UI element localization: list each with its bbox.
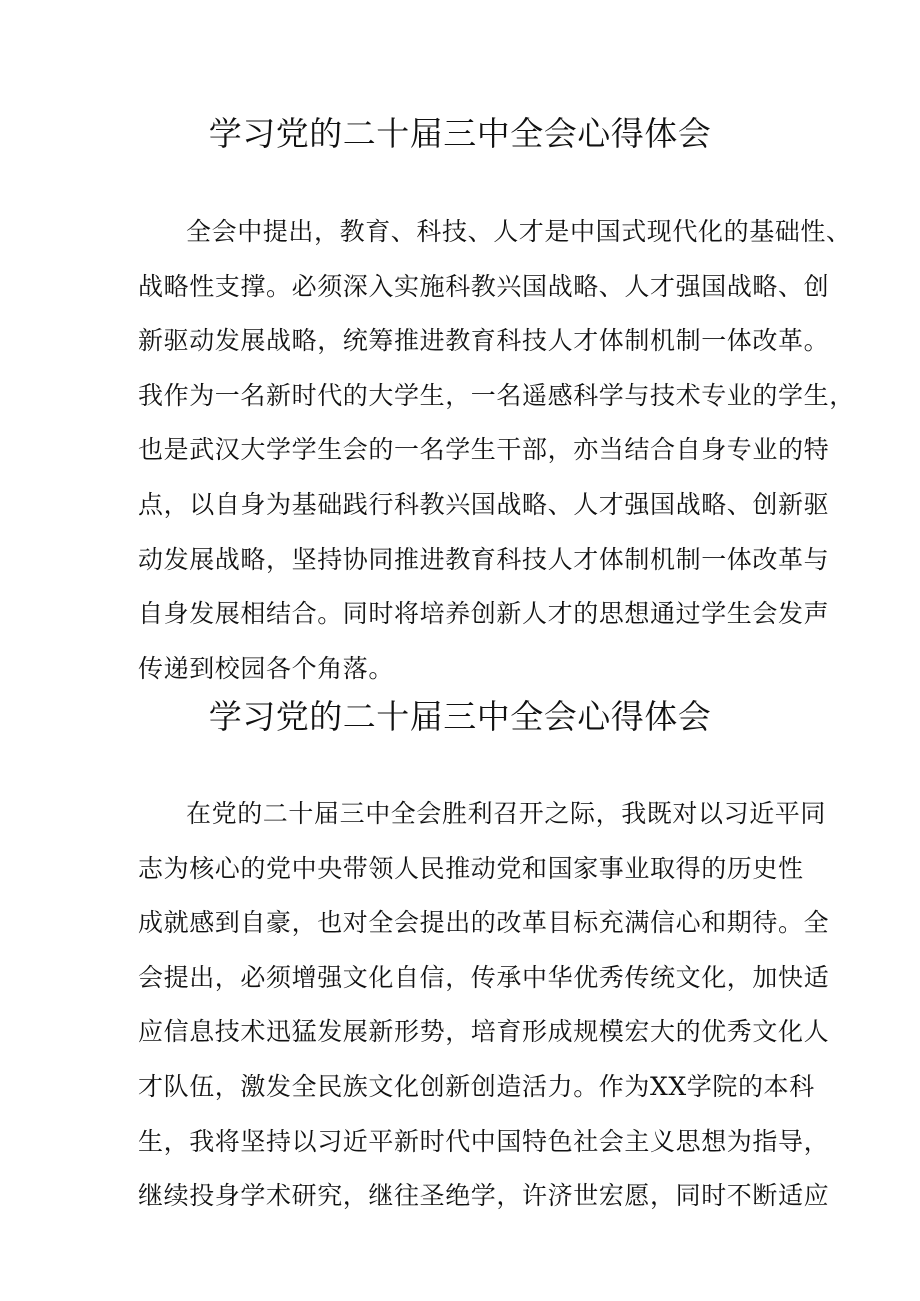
paragraph-line: 战略性支撑。必须深入实施科教兴国战略、人才强国战略、创 bbox=[138, 271, 830, 301]
paragraph-line: 应信息技术迅猛发展新形势，培育形成规模宏大的优秀文化人 bbox=[138, 1017, 830, 1047]
paragraph-line: 继续投身学术研究，继往圣绝学，许济世宏愿，同时不断适应 bbox=[138, 1181, 830, 1211]
section-1-paragraph bbox=[138, 212, 855, 703]
paragraph-line: 点，以自身为基础践行科教兴国战略、人才强国战略、创新驱 bbox=[138, 489, 830, 519]
paragraph-line: 会提出，必须增强文化自信，传承中华优秀传统文化，加快适 bbox=[138, 962, 830, 992]
section-2-title: 学习党的二十届三中全会心得体会 bbox=[208, 697, 712, 736]
paragraph-line: 动发展战略，坚持协同推进教育科技人才体制机制一体改革与 bbox=[138, 544, 830, 574]
paragraph-line: 自身发展相结合。同时将培养创新人才的思想通过学生会发声 bbox=[138, 599, 830, 629]
paragraph-line: 全会中提出，教育、科技、人才是中国式现代化的基础性、 bbox=[186, 217, 852, 246]
paragraph-line: 成就感到自豪，也对全会提出的改革目标充满信心和期待。全 bbox=[138, 908, 830, 938]
paragraph-line: 生，我将坚持以习近平新时代中国特色社会主义思想为指导， bbox=[138, 1126, 830, 1156]
paragraph-line: 在党的二十届三中全会胜利召开之际，我既对以习近平同 bbox=[186, 799, 827, 828]
paragraph-line: 才队伍，激发全民族文化创新创造活力。作为XX学院的本科 bbox=[138, 1071, 815, 1101]
paragraph-line: 传递到校园各个角落。 bbox=[138, 653, 395, 683]
section-1-title: 学习党的二十届三中全会心得体会 bbox=[208, 114, 712, 153]
paragraph-line: 我作为一名新时代的大学生，一名遥感科学与技术专业的学生， bbox=[138, 380, 855, 410]
section-2-paragraph bbox=[138, 794, 830, 1231]
paragraph-line: 志为核心的党中央带领人民推动党和国家事业取得的历史性 bbox=[138, 853, 804, 883]
paragraph-line: 也是武汉大学学生会的一名学生干部，亦当结合自身专业的特 bbox=[138, 435, 830, 465]
paragraph-line: 新驱动发展战略，统筹推进教育科技人才体制机制一体改革。 bbox=[138, 326, 830, 356]
